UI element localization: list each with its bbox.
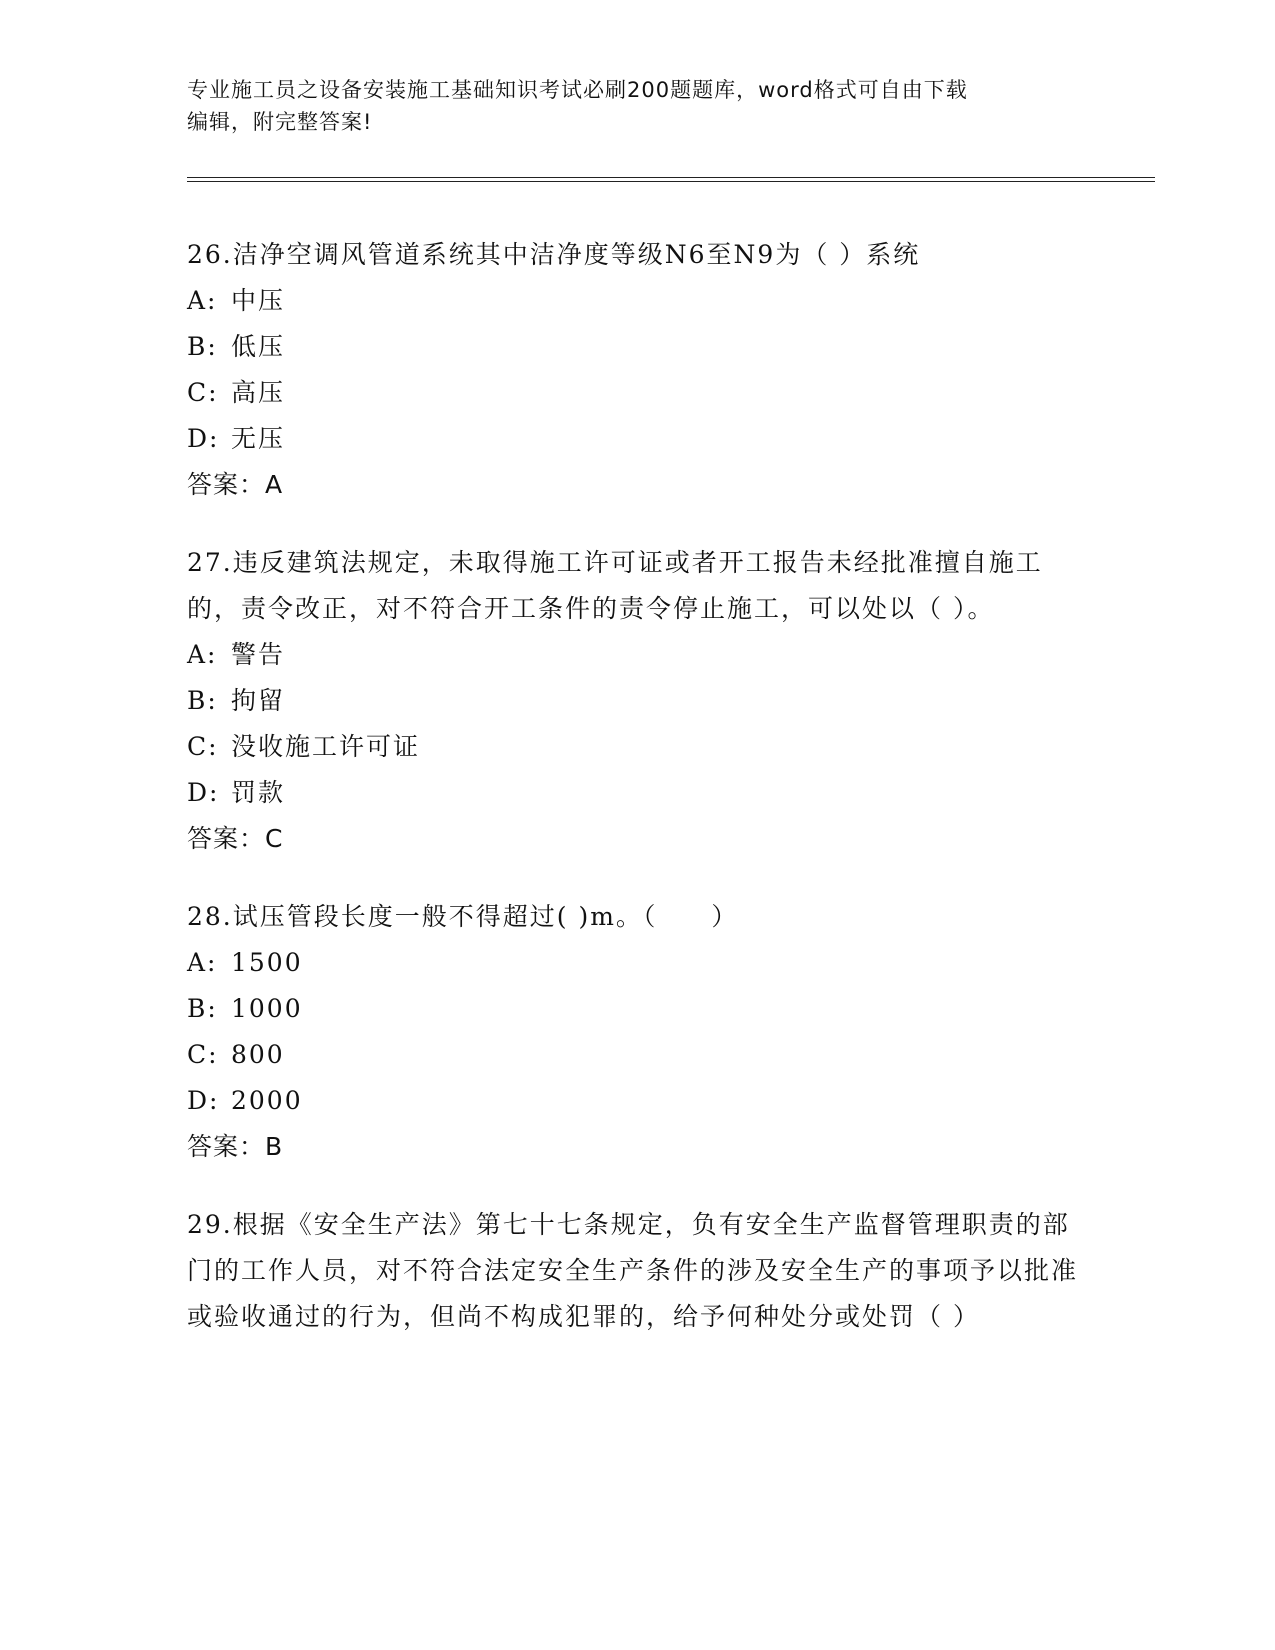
option-c <box>187 370 1087 416</box>
option-value: 罚款 <box>231 778 286 807</box>
option-d <box>187 770 1087 816</box>
answer-label: 答案：C <box>187 824 284 853</box>
question-29 <box>187 1202 1087 1340</box>
option-a <box>187 278 1087 324</box>
option-value: 警告 <box>231 640 286 669</box>
question-text: 29.根据《安全生产法》第七十七条规定，负有安全生产监督管理职责的部门的工作人员，对不符合法定安全生产条件的涉及安全生产的事项予以批准或验收通过的行为，但尚不构成犯罪的，给予何种处分或处罚（ ） <box>187 1210 1079 1331</box>
option-value: 1000 <box>231 994 303 1023</box>
option-value: 中压 <box>231 286 286 315</box>
question-text: 28.试压管段长度一般不得超过( )m。（ ） <box>187 902 739 931</box>
option-value: 没收施工许可证 <box>231 732 421 761</box>
option-key: C: <box>187 732 219 761</box>
option-b <box>187 324 1087 370</box>
option-key: B: <box>187 686 218 715</box>
option-b <box>187 678 1087 724</box>
option-value: 拘留 <box>231 686 286 715</box>
option-a <box>187 940 1087 986</box>
option-key: B: <box>187 994 218 1023</box>
question-28 <box>187 894 1087 1170</box>
option-key: C: <box>187 378 219 407</box>
option-value: 低压 <box>231 332 286 361</box>
option-b <box>187 986 1087 1032</box>
option-key: C: <box>187 1040 219 1069</box>
document-header <box>187 74 1067 138</box>
option-a <box>187 632 1087 678</box>
option-d <box>187 1078 1087 1124</box>
option-key: A: <box>187 286 218 315</box>
question-27 <box>187 540 1087 862</box>
option-value: 无压 <box>231 424 286 453</box>
header-title-line2: 编辑，附完整答案! <box>187 110 373 134</box>
option-value: 2000 <box>231 1086 303 1115</box>
option-d <box>187 416 1087 462</box>
option-c <box>187 1032 1087 1078</box>
option-value: 高压 <box>231 378 286 407</box>
option-value: 800 <box>231 1040 285 1069</box>
question-list <box>187 232 1087 1372</box>
answer-label: 答案：B <box>187 1132 284 1161</box>
header-title-line1: 专业施工员之设备安装施工基础知识考试必刷200题题库，word格式可自由下载 <box>187 78 968 102</box>
option-key: D: <box>187 778 220 807</box>
option-key: D: <box>187 424 220 453</box>
option-key: B: <box>187 332 218 361</box>
question-text: 27.违反建筑法规定，未取得施工许可证或者开工报告未经批准擅自施工的，责令改正，对不符合开工条件的责令停止施工，可以处以（ ）。 <box>187 548 1043 623</box>
option-key: D: <box>187 1086 220 1115</box>
answer-label: 答案：A <box>187 470 284 499</box>
question-text: 26.洁净空调风管道系统其中洁净度等级N6至N9为（ ）系统 <box>187 240 921 269</box>
option-c <box>187 724 1087 770</box>
question-26 <box>187 232 1087 508</box>
option-key: A: <box>187 640 218 669</box>
header-divider <box>187 177 1155 182</box>
option-value: 1500 <box>231 948 303 977</box>
option-key: A: <box>187 948 218 977</box>
